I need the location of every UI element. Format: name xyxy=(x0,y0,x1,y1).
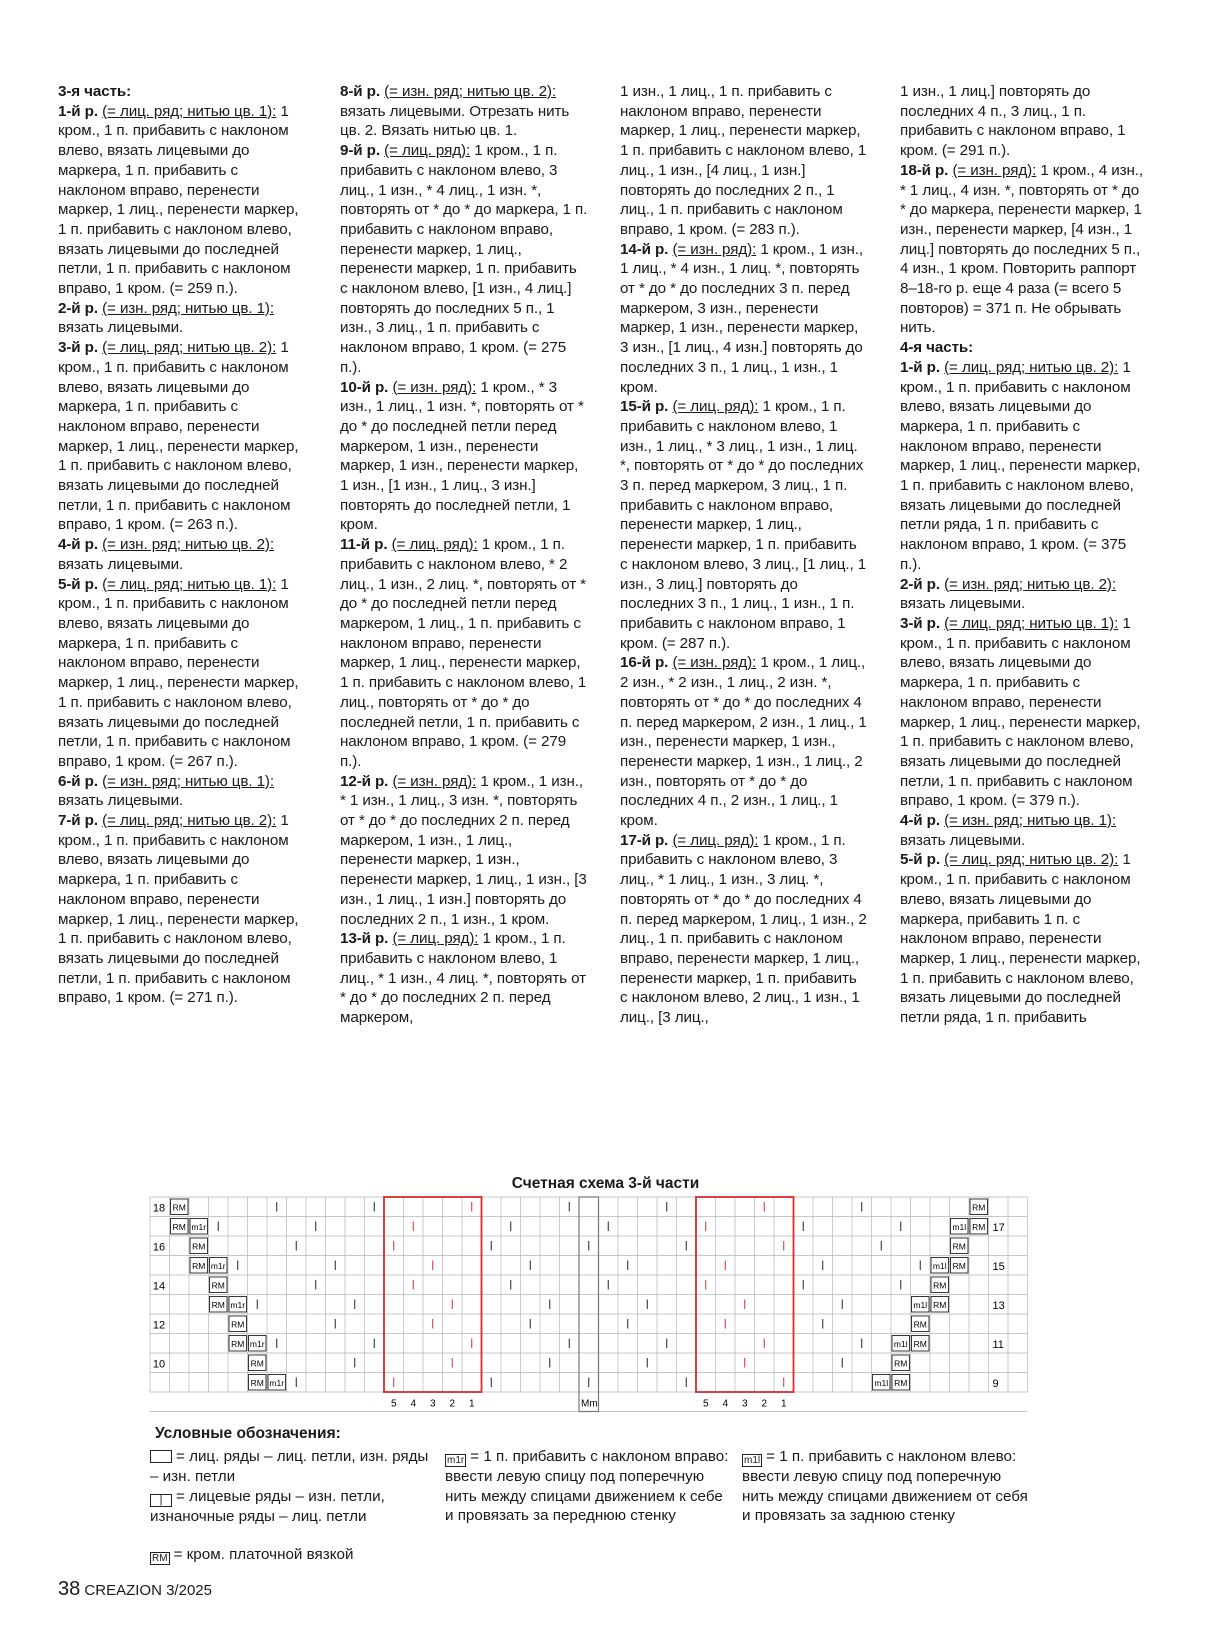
row-label: 5-й р. xyxy=(58,575,98,593)
legend-purl-text: = лицевые ряды – изн. петли, изнаночные ряды – лиц. петли xyxy=(150,1488,385,1525)
row-type: (= изн. ряд): xyxy=(952,161,1037,179)
row-number: 12 xyxy=(152,1319,166,1332)
row-label: 14-й р. xyxy=(620,240,669,258)
row-type: (= лиц. ряд): xyxy=(392,930,479,948)
instruction-paragraph xyxy=(900,161,1148,338)
row-type: (= лиц. ряд; нитью цв. 1): xyxy=(102,575,277,593)
section-heading: 3-я часть: xyxy=(58,83,132,100)
instruction-paragraph xyxy=(58,338,306,535)
instruction-text: вязать лицевыми. xyxy=(58,555,184,573)
row-type: (= лиц. ряд): xyxy=(384,142,471,160)
instruction-paragraph xyxy=(340,772,588,930)
symbol-label: m1l xyxy=(932,1260,947,1271)
instruction-paragraph xyxy=(58,535,306,574)
legend-m1l xyxy=(742,1447,1032,1526)
knit-symbol-icon xyxy=(150,1450,172,1463)
instruction-paragraph xyxy=(58,811,306,1008)
instruction-text: 1 кром., 1 п. прибавить с наклоном влево, 3 лиц., 1 изн., * 4 лиц., 1 изн. *, повторять от * до * до маркера, 1 п. прибавить с наклоном вправо, перенести маркер, 1 лиц., перенести маркер, 1 п. прибавить с наклоном влево, [1 изн., 4 лиц.] повторять до последних 5 п., 1 изн., 3 лиц., 1 п. прибавить с наклоном вправо, 1 кром. (= 275 п.). xyxy=(340,142,588,376)
marker-label: Mm xyxy=(581,1398,598,1410)
instruction-paragraph xyxy=(58,299,306,338)
symbol-label: RM xyxy=(250,1377,264,1388)
instruction-text: 1 кром., 1 лиц., 2 изн., * 2 изн., 1 лиц., 2 изн. *, повторять от * до * до последних 4 п. перед маркером, 2 изн., 1 лиц., 1 изн., перенести маркер, 1 изн., перенести маркер, 1 изн., 1 лиц., 2 изн., повторять от * до * до последних 4 п., 2 изн., 1 лиц., 1 кром. xyxy=(620,654,867,830)
symbol-label: RM xyxy=(972,1221,986,1232)
instruction-text: 1 кром., * 3 изн., 1 лиц., 1 изн. *, повторять от * до * до последней петли перед маркером, 1 изн., перенести маркер, 1 изн., перенести маркер, 1 изн., [1 изн., 1 лиц., 3 изн.] повторять до последней петли, 1 кром. xyxy=(340,378,584,534)
stitch-number: 1 xyxy=(780,1398,787,1410)
row-type: (= лиц. ряд): xyxy=(391,536,478,554)
row-type: (= изн. ряд; нитью цв. 2): xyxy=(944,575,1116,593)
row-type: (= лиц. ряд): xyxy=(672,831,759,849)
legend-m1l-text: = 1 п. прибавить с наклоном влево: ввести левую спицу под поперечную нить между спицами движением от себя и провязать за заднюю стенку xyxy=(742,1448,1028,1524)
row-type: (= изн. ряд; нитью цв. 1): xyxy=(102,772,274,790)
row-number: 14 xyxy=(152,1280,166,1293)
instruction-paragraph xyxy=(900,811,1148,850)
instruction-text: 1 кром., 1 п. прибавить с наклоном влево, * 2 лиц., 1 изн., 2 лиц. *, повторять от * до * до последней петли перед маркером, 1 лиц., 1 п. прибавить с наклоном вправо, перенести маркер, 1 лиц., перенести маркер, 1 п. прибавить с наклоном влево, 1 лиц., повторять от * до * до последней петли, 1 п. прибавить с наклоном вправо, 1 кром. (= 279 п.). xyxy=(340,536,587,770)
instruction-text: 1 кром., 1 п. прибавить с наклоном влево, вязать лицевыми до маркера, 1 п. прибавить с наклоном вправо, перенести маркер, 1 лиц., перенести маркер, 1 п. прибавить с наклоном влево, вязать лицевыми до последней петли ряда, 1 п. прибавить с наклоном вправо, 1 кром. (= 375 п.). xyxy=(900,358,1141,573)
row-type: (= изн. ряд; нитью цв. 2): xyxy=(384,83,556,100)
row-label: 2-й р. xyxy=(58,299,98,317)
symbol-label: RM xyxy=(250,1358,264,1369)
instruction-text: 1 кром., 1 п. прибавить с наклоном влево, вязать лицевыми до маркера, 1 п. прибавить с наклоном вправо, перенести маркер, 1 лиц., перенести маркер, 1 п. прибавить с наклоном влево, вязать лицевыми до последней петли, 1 п. прибавить с наклоном вправо, 1 кром. (= 379 п.). xyxy=(900,614,1141,810)
instruction-paragraph xyxy=(620,653,868,830)
stitch-number: 2 xyxy=(761,1398,768,1410)
instruction-text: 1 кром., 1 изн., * 1 изн., 1 лиц., 3 изн. *, повторять от * до * до последних 2 п. перед маркером, 1 изн., 1 лиц., перенести маркер, 1 изн., перенести маркер, 1 лиц., 1 изн., [3 изн., 1 лиц., 1 изн.] повторять до последних 2 п., 1 изн., 1 кром. xyxy=(340,772,587,928)
rm-symbol-icon: RM xyxy=(152,1553,168,1564)
page-number: 38 xyxy=(58,1578,81,1600)
row-label: 13-й р. xyxy=(340,930,389,948)
symbol-label: RM xyxy=(894,1358,908,1369)
row-label: 17-й р. xyxy=(620,831,669,849)
purl-symbol-icon: | xyxy=(150,1494,172,1507)
row-type: (= изн. ряд; нитью цв. 2): xyxy=(102,536,274,554)
row-label: 15-й р. xyxy=(620,398,669,416)
instruction-text: вязать лицевыми. xyxy=(900,595,1026,613)
instruction-paragraph xyxy=(340,141,588,377)
symbol-label: RM xyxy=(933,1280,947,1291)
instruction-paragraph xyxy=(340,929,588,1028)
row-number: 17 xyxy=(992,1222,1005,1235)
row-label: 3-й р. xyxy=(58,339,98,357)
row-type: (= лиц. ряд; нитью цв. 2): xyxy=(102,812,277,830)
symbol-label: m1r xyxy=(269,1377,285,1388)
symbol-label: m1r xyxy=(230,1299,246,1310)
row-label: 6-й р. xyxy=(58,772,98,790)
row-number: 16 xyxy=(152,1241,166,1254)
row-type: (= лиц. ряд; нитью цв. 2): xyxy=(944,851,1119,869)
instruction-paragraph xyxy=(620,82,868,240)
symbol-label: RM xyxy=(952,1241,966,1252)
instruction-text: вязать лицевыми. Отрезать нить цв. 2. Вязать нитью цв. 1. xyxy=(340,102,570,140)
row-number: 9 xyxy=(992,1378,999,1391)
magazine-issue: CREAZION 3/2025 xyxy=(84,1582,212,1599)
row-number: 13 xyxy=(992,1300,1005,1313)
row-label: 18-й р. xyxy=(900,161,949,179)
row-type: (= лиц. ряд; нитью цв. 1): xyxy=(102,102,277,120)
text-column-1 xyxy=(58,82,306,1008)
stitch-number: 4 xyxy=(722,1398,729,1410)
stitch-number: 3 xyxy=(429,1398,436,1410)
row-label: 8-й р. xyxy=(340,83,380,100)
symbol-label: RM xyxy=(192,1260,206,1271)
instruction-text: 1 кром., 1 п. прибавить с наклоном влево, 1 изн., 1 лиц., * 3 лиц., 1 изн., 1 лиц. *, повторять от * до * до последних 3 п. перед маркером, 3 лиц., 1 п. прибавить с наклоном вправо, перенести маркер, 1 лиц., перенести маркер, 1 п. прибавить с наклоном влево, 3 лиц., [1 лиц., 1 изн., 3 лиц.] повторять до последних 3 п., 1 лиц., 1 изн., 1 п. прибавить с наклоном вправо, 1 кром. (= 287 п.). xyxy=(620,398,867,652)
symbol-label: RM xyxy=(894,1377,908,1388)
instruction-text: 1 кром., 1 п. прибавить с наклоном влево, 1 лиц., * 1 изн., 4 лиц. *, повторять от * до * до последних 2 п. перед маркером, xyxy=(340,930,586,1027)
instruction-text: вязать лицевыми. xyxy=(58,792,184,810)
symbol-label: RM xyxy=(913,1338,927,1349)
instruction-text: 1 кром., 1 п. прибавить с наклоном влево, вязать лицевыми до маркера, прибавить 1 п. с наклоном вправо, перенести маркер, 1 лиц., перенести маркер, 1 п. прибавить с наклоном влево, вязать лицевыми до последней петли ряда, 1 п. прибавить xyxy=(900,851,1141,1027)
symbol-label: RM xyxy=(913,1319,927,1330)
symbol-label: m1l xyxy=(893,1338,908,1349)
symbol-label: RM xyxy=(192,1241,206,1252)
row-label: 4-й р. xyxy=(58,536,98,554)
row-label: 10-й р. xyxy=(340,378,389,396)
instruction-paragraph xyxy=(900,338,1148,358)
row-type: (= лиц. ряд; нитью цв. 2): xyxy=(944,358,1119,376)
symbol-label: RM xyxy=(211,1299,225,1310)
row-label: 4-й р. xyxy=(900,812,940,830)
stitch-number: 4 xyxy=(410,1398,417,1410)
instruction-paragraph xyxy=(900,358,1148,575)
instruction-paragraph xyxy=(900,614,1148,811)
row-number: 11 xyxy=(992,1339,1004,1352)
instruction-paragraph xyxy=(900,850,1148,1027)
symbol-label: RM xyxy=(172,1221,186,1232)
row-type: (= изн. ряд): xyxy=(672,240,757,258)
instruction-paragraph xyxy=(620,831,868,1028)
legend-rm xyxy=(150,1545,430,1565)
row-label: 3-й р. xyxy=(900,614,940,632)
m1l-symbol-icon: m1l xyxy=(744,1455,761,1466)
instruction-paragraph xyxy=(900,82,1148,161)
instruction-paragraph xyxy=(58,82,306,102)
stitch-number: 1 xyxy=(468,1398,475,1410)
symbol-label: RM xyxy=(172,1202,186,1213)
m1r-symbol-icon: m1r xyxy=(447,1455,465,1466)
symbol-label: m1r xyxy=(191,1221,207,1232)
instruction-paragraph xyxy=(58,772,306,811)
instruction-paragraph xyxy=(900,575,1148,614)
row-label: 11-й р. xyxy=(340,536,388,554)
instruction-text: 1 кром., 4 изн., * 1 лиц., 4 изн. *, повторять от * до * до маркера, перенести маркер, 1 изн., перенести маркер, [4 изн., 1 лиц.] повторять до последних 5 п., 4 изн., 1 кром. Повторить раппорт 8–18-го р. еще 4 раза (= всего 5 повторов) = 371 п. Не обрывать нить. xyxy=(900,161,1143,337)
page-footer xyxy=(58,1578,212,1601)
instruction-text: 1 кром., 1 п. прибавить с наклоном влево, вязать лицевыми до маркера, 1 п. прибавить с наклоном вправо, перенести маркер, 1 лиц., перенести маркер, 1 п. прибавить с наклоном влево, вязать лицевыми до последней петли, 1 п. прибавить с наклоном вправо, 1 кром. (= 267 п.). xyxy=(58,575,299,770)
row-label: 2-й р. xyxy=(900,575,940,593)
instruction-text: 1 кром., 1 п. прибавить с наклоном влево, вязать лицевыми до маркера, 1 п. прибавить с наклоном вправо, перенести маркер, 1 лиц., перенести маркер, 1 п. прибавить с наклоном влево, вязать лицевыми до последней петли, 1 п. прибавить с наклоном вправо, 1 кром. (= 259 п.). xyxy=(58,102,299,298)
instruction-text: 1 изн., 1 лиц., 1 п. прибавить с наклоном вправо, перенести маркер, 1 лиц., перенести маркер, 1 п. прибавить с наклоном влево, 1 лиц., 1 изн., [4 лиц., 1 изн.] повторять до последних 2 п., 1 лиц., 1 п. прибавить с наклоном вправо, 1 кром. (= 283 п.). xyxy=(620,83,867,238)
stitch-number: 5 xyxy=(702,1398,709,1410)
symbol-label: RM xyxy=(231,1338,245,1349)
row-label: 9-й р. xyxy=(340,142,380,160)
instruction-paragraph xyxy=(58,102,306,299)
stitch-number: 3 xyxy=(741,1398,748,1410)
legend-knit-text: = лиц. ряды – лиц. петли, изн. ряды – изн. петли xyxy=(150,1448,429,1485)
legend-knit xyxy=(150,1447,430,1486)
row-label: 5-й р. xyxy=(900,851,940,869)
instruction-text: 1 изн., 1 лиц.] повторять до последних 4 п., 3 лиц., 1 п. прибавить с наклоном вправо, 1 кром. (= 291 п.). xyxy=(900,83,1126,160)
legend-rm-text: = кром. платочной вязкой xyxy=(173,1546,354,1563)
symbol-label: m1r xyxy=(210,1260,226,1271)
text-column-2 xyxy=(340,82,588,1028)
row-label: 7-й р. xyxy=(58,812,98,830)
row-label: 1-й р. xyxy=(900,358,940,376)
legend-purl xyxy=(150,1487,430,1527)
symbol-label: RM xyxy=(972,1202,986,1213)
stitch-number: 5 xyxy=(390,1398,397,1410)
row-number: 18 xyxy=(152,1202,166,1215)
legend-title: Условные обозначения: xyxy=(155,1425,341,1442)
instruction-paragraph xyxy=(620,397,868,653)
instruction-text: 1 кром., 1 п. прибавить с наклоном влево, 3 лиц., * 1 лиц., 1 изн., 3 лиц. *, повторять от * до * до последних 4 п. перед маркером, 1 лиц., 1 изн., 2 лиц., 1 п. прибавить с наклоном вправо, перенести маркер, 1 лиц., перенести маркер, 1 п. прибавить с наклоном влево, 2 лиц., 1 изн., 1 лиц., [3 лиц., xyxy=(620,831,867,1027)
row-type: (= изн. ряд; нитью цв. 1): xyxy=(102,299,274,317)
instruction-paragraph xyxy=(340,378,588,536)
symbol-label: m1l xyxy=(952,1221,967,1232)
instruction-text: вязать лицевыми. xyxy=(900,831,1026,849)
section-heading: 4-я часть: xyxy=(900,339,974,357)
symbol-label: RM xyxy=(952,1260,966,1271)
row-type: (= лиц. ряд; нитью цв. 2): xyxy=(102,339,277,357)
symbol-label: RM xyxy=(231,1319,245,1330)
row-label: 16-й р. xyxy=(620,654,669,672)
symbol-label: m1l xyxy=(913,1299,928,1310)
instruction-text: 1 кром., 1 п. прибавить с наклоном влево, вязать лицевыми до маркера, 1 п. прибавить с наклоном вправо, перенести маркер, 1 лиц., перенести маркер, 1 п. прибавить с наклоном влево, вязать лицевыми до последней петли, 1 п. прибавить с наклоном вправо, 1 кром. (= 263 п.). xyxy=(58,339,299,534)
instruction-paragraph xyxy=(58,575,306,772)
instruction-text: вязать лицевыми. xyxy=(58,319,184,337)
row-type: (= изн. ряд): xyxy=(392,772,477,790)
knitting-chart xyxy=(150,1197,1030,1410)
row-number: 10 xyxy=(152,1358,166,1371)
text-column-3 xyxy=(620,82,868,1028)
row-type: (= лиц. ряд; нитью цв. 1): xyxy=(944,614,1119,632)
row-label: 1-й р. xyxy=(58,102,98,120)
instruction-paragraph xyxy=(620,240,868,398)
instruction-paragraph xyxy=(340,82,588,141)
instruction-text: 1 кром., 1 изн., 1 лиц., * 4 изн., 1 лиц. *, повторять от * до * до последних 3 п. перед маркером, 3 изн., перенести маркер, 1 изн., перенести маркер, 3 изн., [1 лиц., 4 изн.] повторять до последних 3 п., 1 лиц., 1 изн., 1 кром. xyxy=(620,240,863,396)
symbol-label: RM xyxy=(933,1299,947,1310)
stitch-number: 2 xyxy=(449,1398,456,1410)
legend-m1r-text: = 1 п. прибавить с наклоном вправо: ввести левую спицу под поперечную нить между спицами движением к себе и провязать за переднюю стенку xyxy=(445,1448,729,1524)
row-type: (= изн. ряд): xyxy=(392,378,477,396)
row-type: (= изн. ряд): xyxy=(672,654,757,672)
row-label: 12-й р. xyxy=(340,772,389,790)
instruction-text: 1 кром., 1 п. прибавить с наклоном влево, вязать лицевыми до маркера, 1 п. прибавить с наклоном вправо, перенести маркер, 1 лиц., перенести маркер, 1 п. прибавить с наклоном влево, вязать лицевыми до последней петли, 1 п. прибавить с наклоном вправо, 1 кром. (= 271 п.). xyxy=(58,812,299,1007)
text-column-4 xyxy=(900,82,1148,1028)
symbol-label: m1l xyxy=(874,1377,889,1388)
instruction-paragraph xyxy=(340,535,588,771)
symbol-label: RM xyxy=(211,1280,225,1291)
row-type: (= лиц. ряд): xyxy=(672,398,759,416)
row-number: 15 xyxy=(992,1261,1005,1274)
row-type: (= изн. ряд; нитью цв. 1): xyxy=(944,812,1116,830)
chart-title: Счетная схема 3-й части xyxy=(511,1175,700,1192)
legend-m1r xyxy=(445,1447,730,1526)
symbol-label: m1r xyxy=(249,1338,265,1349)
